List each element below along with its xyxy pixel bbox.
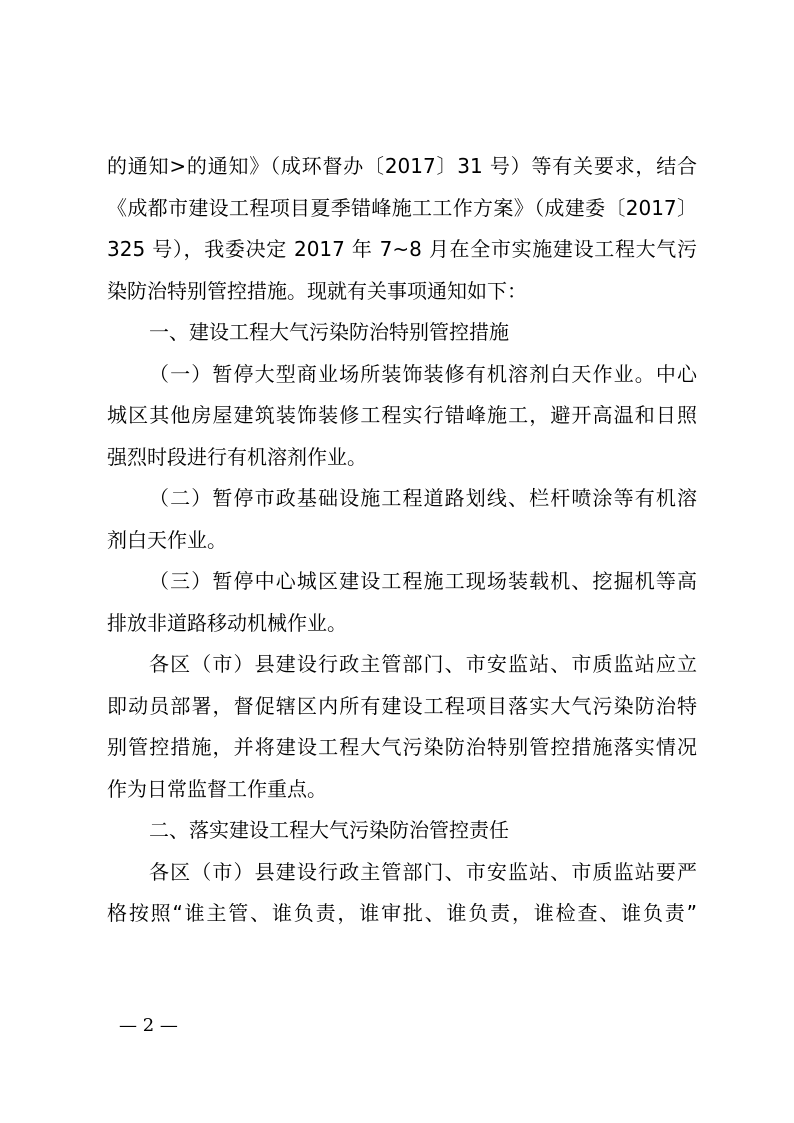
paragraph-intro-continued bbox=[107, 146, 697, 312]
paragraph-item-3 bbox=[107, 561, 697, 644]
document-body bbox=[107, 146, 697, 935]
text-line: （三）暂停中心城区建设工程施工现场装载机、挖掘机等高 bbox=[149, 569, 697, 593]
section-heading-2 bbox=[107, 810, 697, 852]
text-line: 的通知>的通知》（成环督办〔2017〕31 号）等有关要求，结合 bbox=[107, 154, 697, 178]
text-line: 别管控措施，并将建设工程大气污染防治特别管控措施落实情况 bbox=[107, 735, 697, 759]
text-line: 325 号），我委决定 2017 年 7~8 月在全市实施建设工程大气污 bbox=[107, 237, 697, 261]
text-line: （一）暂停大型商业场所装饰装修有机溶剂白天作业。中心 bbox=[149, 361, 697, 386]
heading-line: 一、建设工程大气污染防治特别管控措施 bbox=[149, 320, 509, 344]
paragraph-supervision bbox=[107, 644, 697, 810]
paragraph-item-2 bbox=[107, 478, 697, 561]
text-line: 格按照“谁主管、谁负责，谁审批、谁负责，谁检查、谁负责” bbox=[107, 901, 697, 925]
section-heading-1 bbox=[107, 312, 697, 354]
text-line: 即动员部署，督促辖区内所有建设工程项目落实大气污染防治特 bbox=[107, 693, 697, 718]
text-line: 剂白天作业。 bbox=[107, 527, 227, 552]
text-line: （二）暂停市政基础设施工程道路划线、栏杆喷涂等有机溶 bbox=[149, 486, 697, 510]
text-line: 排放非道路移动机械作业。 bbox=[107, 610, 347, 635]
text-line: 染防治特别管控措施。现就有关事项通知如下： bbox=[107, 278, 527, 303]
text-line: 作为日常监督工作重点。 bbox=[107, 776, 327, 801]
text-line: 《成都市建设工程项目夏季错峰施工工作方案》（成建委〔2017〕 bbox=[107, 195, 697, 220]
paragraph-responsibility bbox=[107, 852, 697, 935]
page-number: — 2 — bbox=[119, 1015, 178, 1036]
text-line: 各区（市）县建设行政主管部门、市安监站、市质监站要严 bbox=[149, 859, 697, 884]
heading-line: 二、落实建设工程大气污染防治管控责任 bbox=[149, 818, 509, 842]
text-line: 各区（市）县建设行政主管部门、市安监站、市质监站应立 bbox=[149, 652, 697, 676]
text-line: 城区其他房屋建筑装饰装修工程实行错峰施工，避开高温和日照 bbox=[107, 403, 697, 427]
paragraph-item-1 bbox=[107, 354, 697, 479]
text-line: 强烈时段进行有机溶剂作业。 bbox=[107, 444, 367, 469]
